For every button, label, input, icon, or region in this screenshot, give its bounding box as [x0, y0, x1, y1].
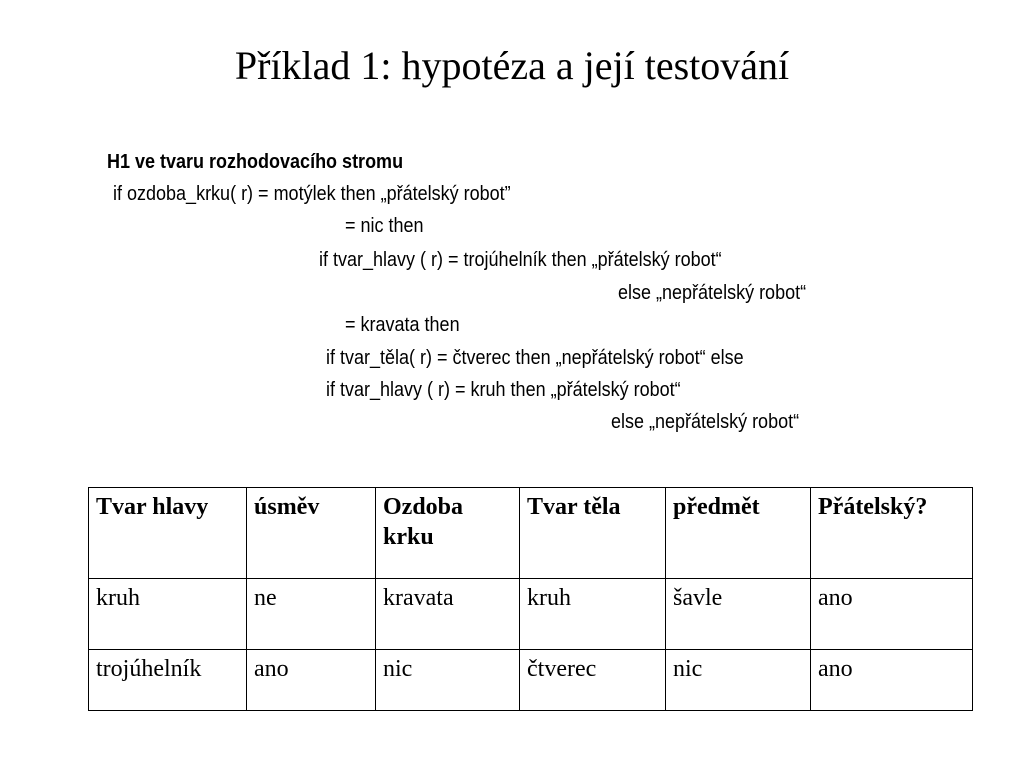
table-cell: čtverec: [520, 650, 666, 711]
table-cell: šavle: [666, 579, 811, 650]
table-cell: kruh: [520, 579, 666, 650]
table-cell: nic: [376, 650, 520, 711]
hypothesis-heading: H1 ve tvaru rozhodovacího stromu: [107, 151, 404, 173]
rule-line-1: if ozdoba_krku( r) = motýlek then „přátelský robot”: [113, 183, 511, 205]
rule-line-6: if tvar_těla( r) = čtverec then „nepřátelský robot“ else: [326, 347, 744, 369]
rule-line-8: else „nepřátelský robot“: [611, 411, 800, 433]
header-tvar-tela: Tvar těla: [520, 488, 666, 579]
table-cell: ano: [247, 650, 376, 711]
rule-line-2: = nic then: [345, 215, 424, 237]
header-usmev: úsměv: [247, 488, 376, 579]
table-row: [89, 650, 973, 711]
training-data-table: [88, 487, 973, 711]
table-header-row: [89, 488, 973, 579]
header-predmet: předmět: [666, 488, 811, 579]
table-cell: ne: [247, 579, 376, 650]
table-cell: nic: [666, 650, 811, 711]
table-cell: ano: [811, 650, 973, 711]
table-row: [89, 579, 973, 650]
rule-line-7: if tvar_hlavy ( r) = kruh then „přátelský robot“: [326, 379, 681, 401]
header-tvar-hlavy: Tvar hlavy: [89, 488, 247, 579]
slide-title: Příklad 1: hypotéza a její testování: [234, 43, 790, 88]
header-ozdoba-krku: Ozdoba krku: [376, 488, 520, 579]
table-cell: trojúhelník: [89, 650, 247, 711]
rule-line-3: if tvar_hlavy ( r) = trojúhelník then „přátelský robot“: [319, 249, 722, 271]
table-cell: kravata: [376, 579, 520, 650]
table-cell: kruh: [89, 579, 247, 650]
rule-line-5: = kravata then: [345, 314, 460, 336]
rule-line-4: else „nepřátelský robot“: [618, 282, 807, 304]
header-pratelsky: Přátelský?: [811, 488, 973, 579]
table-cell: ano: [811, 579, 973, 650]
